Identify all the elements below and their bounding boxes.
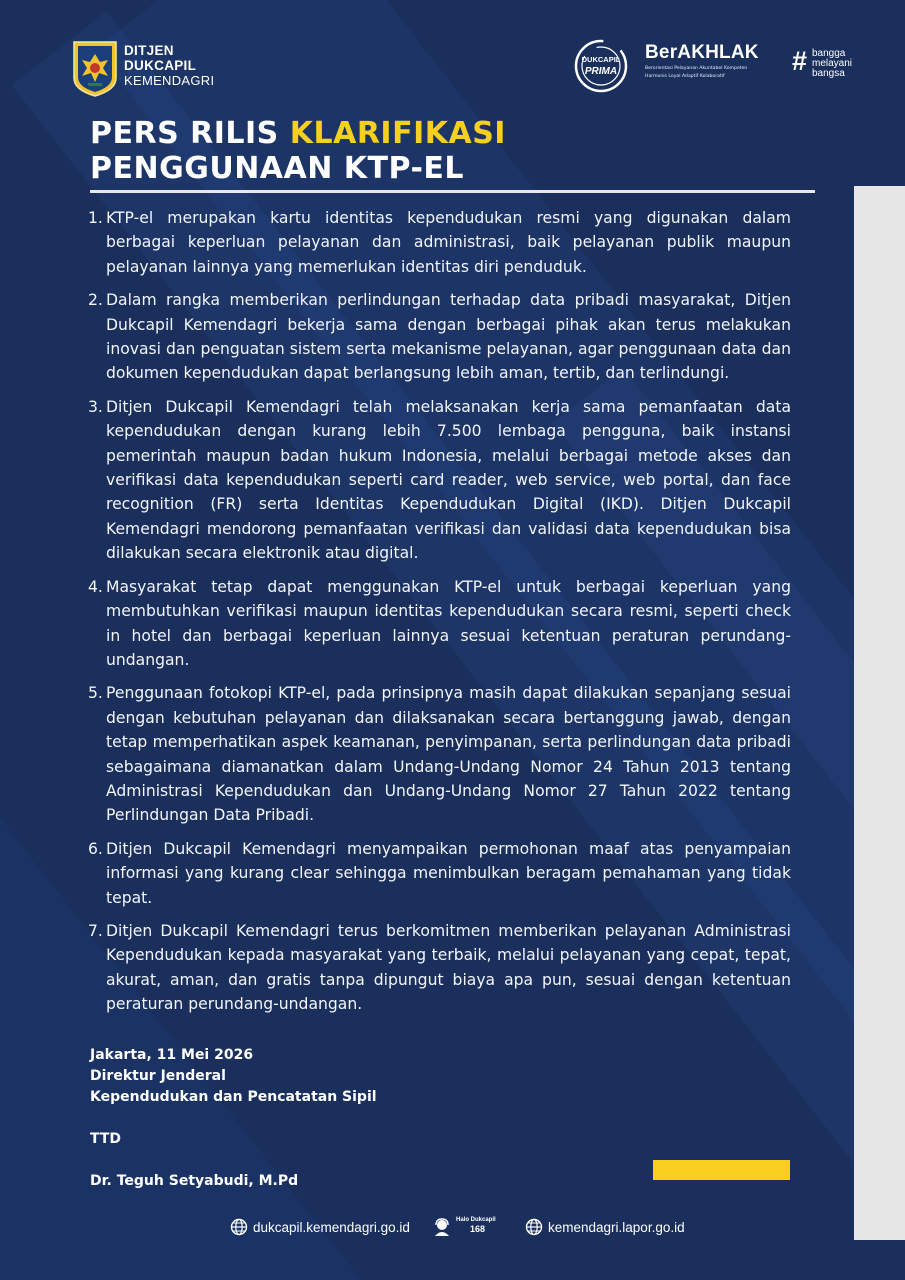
point-item bbox=[88, 288, 791, 386]
halo-number: 168 bbox=[470, 1224, 486, 1234]
point-number: 3. bbox=[88, 397, 103, 416]
point-item bbox=[88, 395, 791, 566]
point-number: 1. bbox=[88, 209, 103, 227]
bangga-melayani-bangsa-logo bbox=[792, 46, 862, 86]
call-center-icon bbox=[432, 1217, 452, 1237]
prima-bottom-text: PRIMA bbox=[584, 66, 618, 77]
point-item bbox=[88, 837, 791, 910]
place-date: Jakarta, 11 Mei 2026 bbox=[90, 1047, 254, 1063]
point-text: Ditjen Dukcapil Kemendagri terus berkomitmen memberikan pelayanan Administrasi Kependudukan kepada masyarakat yang terbaik, melalui pelayanan yang cepat, tepat, akurat, aman, dan gratis tanpa dipungut biaya apa pun, sesuai dengan ketentuan peraturan perundang-undangan. bbox=[106, 921, 791, 1014]
signatory-position-1: Direktur Jenderal bbox=[90, 1068, 226, 1084]
title-divider bbox=[90, 190, 815, 193]
point-item bbox=[88, 575, 791, 673]
point-text: Masyarakat tetap dapat menggunakan KTP-el untuk berbagai keperluan yang membutuhkan verifikasi maupun identitas kependudukan secara resmi, seperti check in hotel dan berbagai keperluan lainnya sesuai ketentuan peraturan perundang-undangan. bbox=[106, 577, 791, 669]
title-line-2: PENGGUNAAN KTP-EL bbox=[90, 151, 465, 186]
footer-website[interactable] bbox=[230, 1216, 410, 1238]
signature-spacer bbox=[90, 1108, 377, 1129]
org-line-1: DITJEN bbox=[124, 43, 174, 58]
point-number: 5. bbox=[88, 684, 103, 703]
point-text: KTP-el merupakan kartu identitas kependudukan resmi yang digunakan dalam berbagai keperluan pelayanan dan administrasi, baik pelayanan publik maupun pelayanan lainnya yang memerlukan identitas diri penduduk. bbox=[106, 209, 791, 276]
clarification-points bbox=[88, 206, 791, 1026]
signature-spacer bbox=[90, 1150, 377, 1171]
lapor-text: kemendagri.lapor.go.id bbox=[548, 1219, 685, 1235]
signatory-position-2: Kependudukan dan Pencatatan Sipil bbox=[90, 1089, 377, 1105]
footer-halo-dukcapil[interactable] bbox=[432, 1216, 512, 1238]
org-line-2: DUKCAPIL bbox=[124, 58, 197, 73]
garuda-emblem-icon bbox=[70, 38, 120, 98]
website-text: dukcapil.kemendagri.go.id bbox=[253, 1219, 410, 1235]
header bbox=[70, 38, 857, 102]
bangga-line-3: bangsa bbox=[812, 68, 845, 79]
point-number: 4. bbox=[88, 577, 103, 596]
point-item bbox=[88, 681, 791, 827]
dukcapil-prima-logo-icon bbox=[573, 38, 629, 94]
berakhlak-logo bbox=[645, 42, 780, 92]
globe-icon bbox=[230, 1218, 248, 1236]
bangga-line-2: melayani bbox=[812, 58, 853, 69]
ttd-label: TTD bbox=[90, 1131, 122, 1147]
bangga-hash-icon: # bbox=[792, 46, 808, 76]
title-accent: KLARIFIKASI bbox=[289, 116, 506, 151]
yellow-accent-bar bbox=[653, 1160, 790, 1180]
page-title bbox=[90, 116, 506, 186]
footer-lapor[interactable] bbox=[525, 1216, 685, 1238]
point-text: Dalam rangka memberikan perlindungan terhadap data pribadi masyarakat, Ditjen Dukcapil Kemendagri bekerja sama dengan berbagai pihak akan terus melakukan inovasi dan penguatan sistem serta mekanisme pelayanan, agar penggunaan data dan dokumen kependudukan dapat berlangsung lebih aman, tertib, dan terlindungi. bbox=[106, 291, 791, 383]
title-line-1 bbox=[90, 116, 506, 151]
side-panel bbox=[854, 186, 905, 1240]
berakhlak-tagline-2: Harmonis Loyal Adaptif Kolaboratif bbox=[645, 74, 725, 79]
point-item bbox=[88, 206, 791, 279]
bangga-line-1: bangga bbox=[812, 48, 846, 59]
signature-block bbox=[90, 1045, 377, 1192]
berakhlak-tagline-1: Berorientasi Pelayanan Akuntabel Kompeten bbox=[645, 66, 748, 71]
globe-icon bbox=[525, 1218, 543, 1236]
prima-top-text: DUKCAPIL bbox=[581, 55, 621, 64]
point-text: Penggunaan fotokopi KTP-el, pada prinsipnya masih dapat dilakukan sepanjang sesuai dengan kebutuhan pelayanan dan dilaksanakan secara bertanggung jawab, dengan tetap memperhatikan aspek keamanan, penyimpanan, serta perlindungan data pribadi sebagaimana diamanatkan dalam Undang-Undang Nomor 24 Tahun 2013 tentang Administrasi Kependudukan dan Undang-Undang Nomor 27 Tahun 2022 tentang Perlindungan Data Pribadi. bbox=[106, 684, 791, 825]
title-prefix: PERS RILIS bbox=[90, 116, 290, 151]
point-item bbox=[88, 919, 791, 1017]
halo-label: Halo Dukcapil bbox=[456, 1217, 496, 1223]
point-number: 7. bbox=[88, 921, 103, 940]
org-name bbox=[124, 43, 214, 88]
berakhlak-word: BerAKHLAK bbox=[645, 42, 759, 63]
point-text: Ditjen Dukcapil Kemendagri menyampaikan permohonan maaf atas penyampaian informasi yang kurang clear sehingga menimbulkan beragam pemahaman yang tidak tepat. bbox=[106, 839, 791, 907]
point-text: Ditjen Dukcapil Kemendagri telah melaksanakan kerja sama pemanfaatan data kependudukan dengan kurang lebih 7.500 lembaga pengguna, baik instansi pemerintah maupun badan hukum Indonesia, melalui berbagai metode akses dan verifikasi data kependudukan seperti card reader, web service, web portal, dan face recognition (FR) serta Identitas Kependudukan Digital (IKD). Ditjen Dukcapil Kemendagri mendorong pemanfaatan verifikasi dan validasi data kependudukan bisa dilakukan secara elektronik atau digital. bbox=[106, 397, 791, 563]
point-number: 2. bbox=[88, 291, 103, 310]
org-line-3: KEMENDAGRI bbox=[124, 73, 215, 88]
signatory-name: Dr. Teguh Setyabudi, M.Pd bbox=[90, 1173, 299, 1189]
point-number: 6. bbox=[88, 839, 103, 858]
